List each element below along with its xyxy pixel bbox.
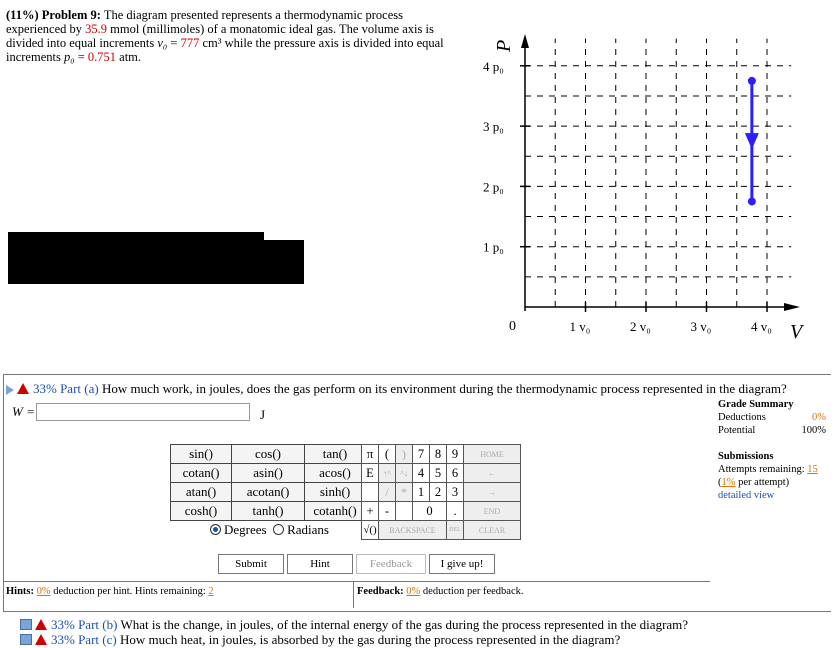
part-b-percent: 33% Part (b) (51, 617, 118, 632)
fn-cos-button[interactable]: cos() (232, 445, 305, 464)
pi-button[interactable]: π (362, 445, 379, 464)
warning-icon (35, 634, 47, 645)
potential-label: Potential (718, 425, 756, 436)
key-9-button[interactable]: 9 (447, 445, 464, 464)
key-3-button[interactable]: 3 (447, 483, 464, 502)
p-axis-label: P (493, 39, 515, 52)
part-a-text: How much work, in joules, does the gas perform on its environment during the thermodynamic process represented in the diagram? (101, 381, 787, 396)
end-point (748, 197, 756, 205)
fn-asin-button[interactable]: asin() (232, 464, 305, 483)
close-paren-button[interactable]: ) (396, 445, 413, 464)
part-c-question[interactable] (20, 632, 620, 648)
redaction-bar (8, 240, 304, 284)
hint-button[interactable]: Hint (287, 554, 353, 574)
backspace-button[interactable]: BACKSPACE (379, 521, 447, 540)
per-attempt-text: per attempt) (738, 477, 790, 488)
v-axis-label: V (790, 321, 803, 343)
function-keypad (170, 444, 366, 521)
v-tick-label: 1 v₀ (569, 319, 591, 334)
warning-icon (35, 619, 47, 630)
answer-label (12, 404, 35, 420)
part-a-question (6, 381, 787, 397)
p-tick-label: 3 p₀ (483, 119, 504, 135)
decimal-button[interactable]: . (447, 502, 464, 521)
key-5-button[interactable]: 5 (430, 464, 447, 483)
potential-value: 100% (801, 425, 826, 436)
hints-text: deduction per hint. Hints remaining: (53, 586, 206, 597)
p-tick-label: 2 p₀ (483, 179, 504, 195)
fn-atan-button[interactable]: atan() (171, 483, 232, 502)
p0-symbol: p₀ (63, 50, 75, 64)
feedback-button[interactable]: Feedback (356, 554, 426, 574)
angle-mode (210, 522, 329, 538)
fn-tan-button[interactable]: tan() (305, 445, 366, 464)
radians-radio[interactable] (273, 524, 284, 535)
hints-label: Hints: (6, 586, 35, 597)
degrees-radio[interactable] (210, 524, 221, 535)
amount-value: 35.9 (85, 22, 108, 36)
direction-arrow (745, 133, 759, 149)
fn-sin-button[interactable]: sin() (171, 445, 232, 464)
redaction-bar (8, 232, 264, 244)
key-1-button[interactable]: 1 (413, 483, 430, 502)
key-4-button[interactable]: 4 (413, 464, 430, 483)
expand-icon (20, 634, 32, 645)
give-up-button[interactable]: I give up! (429, 554, 495, 574)
submit-button[interactable]: Submit (218, 554, 284, 574)
detailed-view-link[interactable]: detailed view (718, 490, 775, 501)
radians-label: Radians (287, 522, 329, 537)
feedback-pct: 0% (406, 586, 421, 597)
problem-text: atm. (119, 50, 142, 64)
feedback-text: deduction per feedback. (422, 586, 524, 597)
work-answer-input[interactable] (36, 403, 250, 421)
right-arrow-button[interactable]: → (464, 483, 521, 502)
problem-heading: (11%) Problem 9: (6, 8, 101, 22)
part-c-text: How much heat, in joules, is absorbed by the gas during the process represented in the diagram? (119, 632, 621, 647)
problem-text: cm³ while the pressure axis is divided into equal increments (6, 36, 444, 64)
fn-acotan-button[interactable]: acotan() (232, 483, 305, 502)
divide-button[interactable]: / (379, 483, 396, 502)
fn-acos-button[interactable]: acos() (305, 464, 366, 483)
warning-icon (17, 383, 29, 394)
minus-button[interactable]: - (379, 502, 396, 521)
plus-button[interactable]: + (362, 502, 379, 521)
equals: = (170, 36, 178, 50)
p-tick-label: 4 p₀ (483, 58, 504, 74)
start-point (748, 77, 756, 85)
e-button[interactable]: E (362, 464, 379, 483)
left-arrow-button[interactable]: ← (464, 464, 521, 483)
clear-button[interactable]: CLEAR (464, 521, 521, 540)
del-button[interactable]: DEL (447, 521, 464, 540)
deductions-value: 0% (812, 412, 826, 423)
sqrt-button[interactable]: √() (362, 521, 379, 540)
part-a-percent: 33% Part (a) (33, 381, 99, 396)
superscript-down-button[interactable]: ^↓ (396, 464, 413, 483)
part-b-question[interactable] (20, 617, 688, 633)
tick-labels (483, 59, 772, 334)
degrees-label: Degrees (224, 522, 267, 537)
part-b-text: What is the change, in joules, of the internal energy of the gas during the process represented in the diagram? (120, 617, 689, 632)
open-paren-button[interactable]: ( (379, 445, 396, 464)
deductions-label: Deductions (718, 412, 766, 423)
v0-symbol: v₀ (157, 36, 168, 50)
submissions-title: Submissions (718, 451, 774, 462)
grade-summary: Grade Summary Deductions 0% Potential 100% Submissions Attempts remaining: 15 (1% per attempt) detailed view (718, 399, 826, 501)
key-6-button[interactable]: 6 (447, 464, 464, 483)
superscript-up-button[interactable]: ↑^ (379, 464, 396, 483)
per-attempt-pct: 1% (721, 477, 736, 488)
attempts-value: 15 (807, 464, 818, 475)
equals: = (77, 50, 85, 64)
fn-tanh-button[interactable]: tanh() (232, 502, 305, 521)
key-2-button[interactable]: 2 (430, 483, 447, 502)
v-tick-label: 3 v₀ (690, 319, 712, 334)
problem-text: The diagram presented represents a thermodynamic process experienced by (6, 8, 404, 36)
blank-key (362, 483, 379, 502)
p-tick-label: 1 p₀ (483, 239, 504, 255)
fn-cotanh-button[interactable]: cotanh() (305, 502, 366, 521)
v-tick-label: 2 v₀ (630, 319, 651, 334)
work-label: W = (12, 404, 35, 419)
p-axis-arrow (521, 34, 529, 48)
part-c-percent: 33% Part (c) (51, 632, 117, 647)
fn-sinh-button[interactable]: sinh() (305, 483, 366, 502)
problem-statement (6, 8, 466, 64)
hints-bar (3, 581, 354, 608)
collapse-triangle-icon[interactable] (6, 385, 14, 395)
feedback-bar (354, 581, 710, 608)
origin-label: 0 (509, 319, 516, 334)
v-axis-arrow (784, 303, 800, 311)
answer-unit: J (260, 407, 266, 422)
fn-cosh-button[interactable]: cosh() (171, 502, 232, 521)
multiply-button[interactable]: * (396, 483, 413, 502)
number-keypad (361, 444, 521, 540)
end-button[interactable]: END (464, 502, 521, 521)
v-tick-label: 4 v₀ (751, 319, 772, 334)
key-0-button[interactable]: 0 (413, 502, 447, 521)
key-8-button[interactable]: 8 (430, 445, 447, 464)
attempts-label: Attempts remaining: (718, 464, 805, 475)
pressure-value: 0.751 (87, 50, 117, 64)
key-7-button[interactable]: 7 (413, 445, 430, 464)
expand-icon (20, 619, 32, 630)
problem-text: mmol (millimoles) of a monatomic ideal gas. The volume axis is divided into equal increments (6, 22, 434, 50)
blank-key (396, 502, 413, 521)
volume-value: 777 (180, 36, 200, 50)
hints-pct: 0% (36, 586, 51, 597)
pv-diagram (480, 26, 810, 346)
feedback-label: Feedback: (357, 586, 404, 597)
grade-title: Grade Summary (718, 399, 794, 410)
hints-remaining: 2 (208, 586, 214, 597)
home-button[interactable]: HOME (464, 445, 521, 464)
fn-cotan-button[interactable]: cotan() (171, 464, 232, 483)
